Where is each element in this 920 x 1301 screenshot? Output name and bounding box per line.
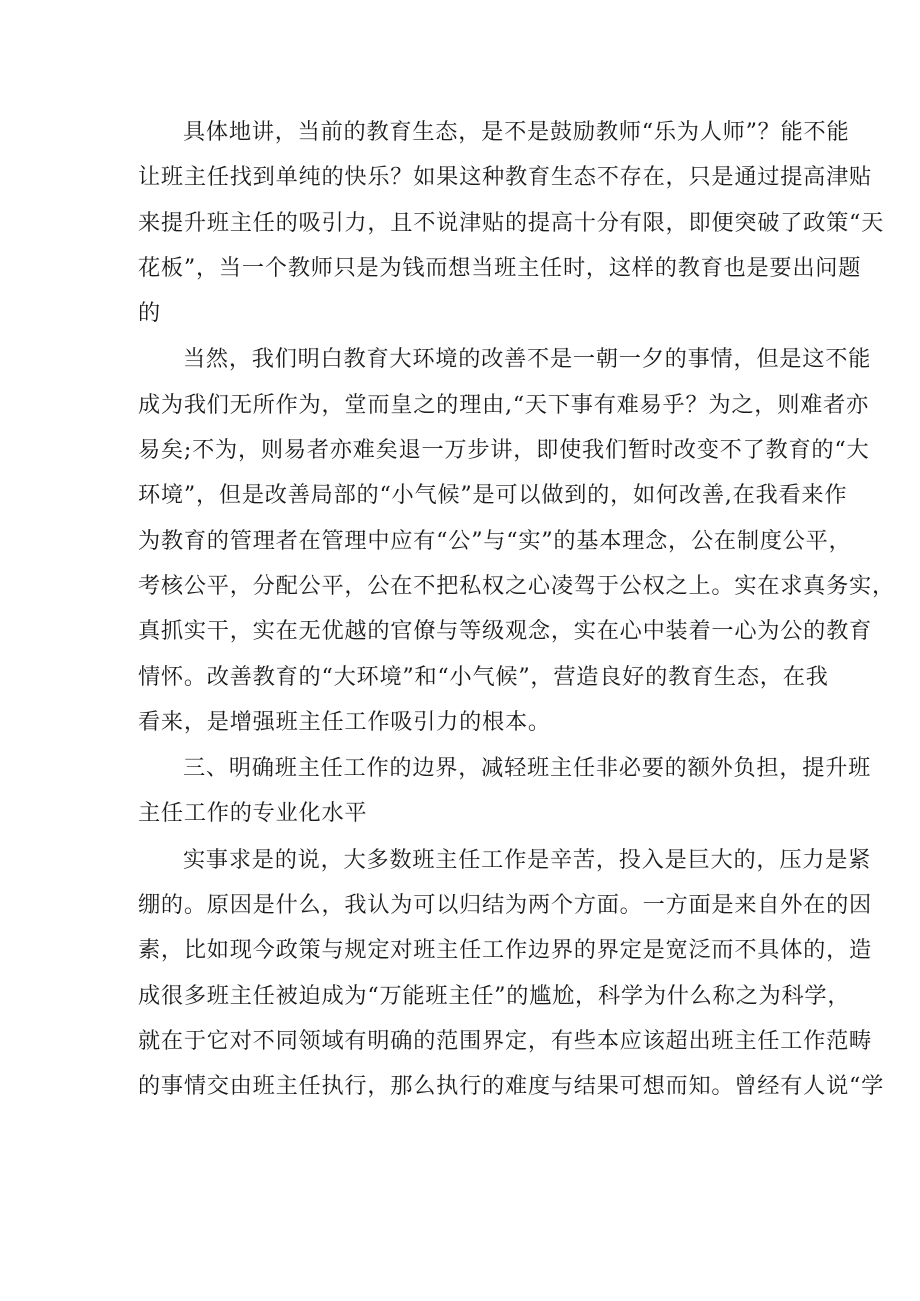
text-line: 就在于它对不同领域有明确的范围界定，有些本应该超出班主任工作范畴 xyxy=(138,1027,872,1054)
text-line: 看来，是增强班主任工作吸引力的根本。 xyxy=(138,708,551,735)
text-line: 考核公平，分配公平，公在不把私权之心凌驾于公权之上。实在求真务实， xyxy=(138,572,895,599)
text-line: 实事求是的说，大多数班主任工作是辛苦，投入是巨大的，压力是紧 xyxy=(183,846,872,873)
text-line: 环境”，但是改善局部的“小气候”是可以做到的，如何改善,在我看来作 xyxy=(138,482,848,509)
section-heading-three xyxy=(138,746,872,837)
text-line: 三、明确班主任工作的边界，减轻班主任非必要的额外负担，提升班 xyxy=(183,755,872,782)
document-body xyxy=(138,110,895,1111)
text-line: 真抓实干，实在无优越的官僚与等级观念，实在心中装着一心为公的教育 xyxy=(138,618,872,645)
text-line: 当然，我们明白教育大环境的改善不是一朝一夕的事情，但是这不能 xyxy=(183,346,872,373)
text-line: 成很多班主任被迫成为“万能班主任”的尴尬，科学为什么称之为科学， xyxy=(138,982,851,1009)
text-line: 主任工作的专业化水平 xyxy=(138,800,368,827)
paragraph-workload-reasons xyxy=(138,838,885,1110)
text-line: 绷的。原因是什么，我认为可以归结为两个方面。一方面是来自外在的因 xyxy=(138,892,872,919)
text-line: 为教育的管理者在管理中应有“公”与“实”的基本理念，公在制度公平， xyxy=(138,527,852,554)
paragraph-environment-improvement xyxy=(138,337,895,745)
text-line: 的 xyxy=(138,300,161,327)
text-line: 素，比如现今政策与规定对班主任工作边界的界定是宽泛而不具体的，造 xyxy=(138,937,872,964)
text-line: 花板”，当一个教师只是为钱而想当班主任时，这样的教育也是要出问题 xyxy=(138,254,862,281)
text-line: 具体地讲，当前的教育生态，是不是鼓励教师“乐为人师”？能不能 xyxy=(183,119,850,145)
paragraph-educational-ecology xyxy=(138,110,885,336)
text-line: 成为我们无所作为，堂而皇之的理由,“天下事有难易乎？为之，则难者亦 xyxy=(138,391,869,418)
text-line: 易矣;不为，则易者亦难矣退一万步讲，即使我们暂时改变不了教育的“大 xyxy=(138,437,870,464)
text-line: 情怀。改善教育的“大环境”和“小气候”，营造良好的教育生态，在我 xyxy=(138,663,829,690)
text-line: 来提升班主任的吸引力，且不说津贴的提高十分有限，即便突破了政策“天 xyxy=(138,209,885,236)
text-line: 让班主任找到单纯的快乐？如果这种教育生态不存在，只是通过提高津贴 xyxy=(138,164,872,191)
text-line: 的事情交由班主任执行，那么执行的难度与结果可想而知。曾经有人说“学 xyxy=(138,1073,885,1100)
